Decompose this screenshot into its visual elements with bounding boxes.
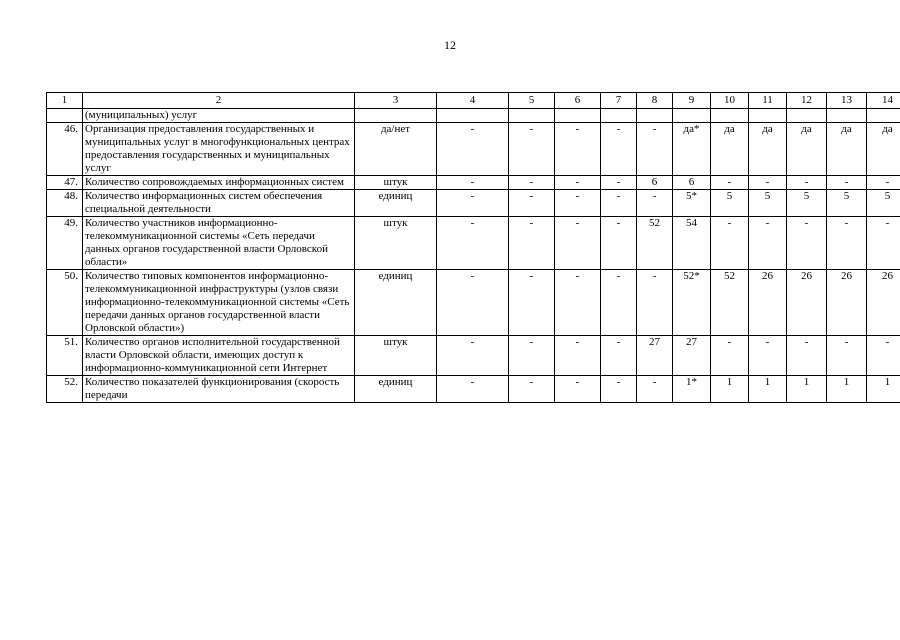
value-cell: - <box>555 376 601 403</box>
value-cell: 54 <box>673 217 711 270</box>
unit-cell: единиц <box>355 270 437 336</box>
table-row <box>47 336 900 376</box>
value-cell: - <box>509 376 555 403</box>
value-cell: - <box>437 336 509 376</box>
value-cell: - <box>711 217 749 270</box>
value-cell: - <box>555 336 601 376</box>
value-cell: - <box>637 123 673 176</box>
value-cell: - <box>867 176 900 190</box>
empty-cell <box>509 109 555 123</box>
empty-cell <box>355 109 437 123</box>
value-cell: 5* <box>673 190 711 217</box>
empty-cell <box>637 109 673 123</box>
column-header: 5 <box>509 93 555 109</box>
value-cell: 5 <box>749 190 787 217</box>
row-number: 52. <box>47 376 83 403</box>
continuation-text: (муниципальных) услуг <box>83 109 355 123</box>
value-cell: - <box>437 376 509 403</box>
unit-cell: единиц <box>355 376 437 403</box>
column-header: 11 <box>749 93 787 109</box>
table-row <box>47 190 900 217</box>
column-header: 14 <box>867 93 900 109</box>
value-cell: 5 <box>787 190 827 217</box>
value-cell: 1 <box>867 376 900 403</box>
value-cell: - <box>509 190 555 217</box>
value-cell: - <box>509 123 555 176</box>
value-cell: - <box>827 217 867 270</box>
value-cell: 1 <box>711 376 749 403</box>
value-cell: - <box>437 176 509 190</box>
value-cell: - <box>827 336 867 376</box>
value-cell: - <box>867 217 900 270</box>
value-cell: 5 <box>867 190 900 217</box>
unit-cell: штук <box>355 217 437 270</box>
value-cell: да <box>787 123 827 176</box>
empty-cell <box>555 109 601 123</box>
empty-cell <box>827 109 867 123</box>
value-cell: - <box>711 176 749 190</box>
column-header: 12 <box>787 93 827 109</box>
value-cell: - <box>555 123 601 176</box>
value-cell: да <box>711 123 749 176</box>
value-cell: - <box>437 123 509 176</box>
page-number: 12 <box>444 38 456 52</box>
value-cell: 52 <box>711 270 749 336</box>
value-cell: - <box>749 176 787 190</box>
indicator-name: Количество сопровождаемых информационных систем <box>83 176 355 190</box>
value-cell: да* <box>673 123 711 176</box>
value-cell: да <box>749 123 787 176</box>
value-cell: 1* <box>673 376 711 403</box>
value-cell: 1 <box>749 376 787 403</box>
value-cell: - <box>437 217 509 270</box>
value-cell: - <box>749 336 787 376</box>
row-number <box>47 109 83 123</box>
value-cell: - <box>509 270 555 336</box>
empty-cell <box>867 109 900 123</box>
indicator-name: Количество показателей функционирования (скорость передачи <box>83 376 355 403</box>
table-row <box>47 270 900 336</box>
unit-cell: штук <box>355 336 437 376</box>
value-cell: - <box>555 176 601 190</box>
empty-cell <box>601 109 637 123</box>
value-cell: 6 <box>673 176 711 190</box>
unit-cell: единиц <box>355 190 437 217</box>
value-cell: 27 <box>637 336 673 376</box>
value-cell: да <box>827 123 867 176</box>
empty-cell <box>787 109 827 123</box>
empty-cell <box>711 109 749 123</box>
row-number: 46. <box>47 123 83 176</box>
value-cell: - <box>437 270 509 336</box>
indicator-name: Количество типовых компонентов информационно-телекоммуникационной инфраструктуры (узлов связи информационно-телекоммуникационной системы «Сеть передачи данных органов государственной власти Орловской области») <box>83 270 355 336</box>
empty-cell <box>437 109 509 123</box>
column-header: 1 <box>47 93 83 109</box>
value-cell: 1 <box>787 376 827 403</box>
table-row <box>47 123 900 176</box>
value-cell: - <box>601 270 637 336</box>
column-header: 13 <box>827 93 867 109</box>
table-row <box>47 376 900 403</box>
row-number: 49. <box>47 217 83 270</box>
row-number: 47. <box>47 176 83 190</box>
column-header: 7 <box>601 93 637 109</box>
value-cell: - <box>637 190 673 217</box>
indicator-name: Количество органов исполнительной государственной власти Орловской области, имеющих доступ к информационно-коммуникационной сети Интернет <box>83 336 355 376</box>
value-cell: - <box>509 336 555 376</box>
header-row <box>47 93 900 109</box>
value-cell: - <box>867 336 900 376</box>
empty-cell <box>673 109 711 123</box>
value-cell: - <box>827 176 867 190</box>
column-header: 3 <box>355 93 437 109</box>
value-cell: - <box>509 217 555 270</box>
value-cell: 26 <box>867 270 900 336</box>
value-cell: 5 <box>827 190 867 217</box>
indicator-name: Количество информационных систем обеспечения специальной деятельности <box>83 190 355 217</box>
value-cell: - <box>509 176 555 190</box>
value-cell: - <box>749 217 787 270</box>
column-header: 6 <box>555 93 601 109</box>
value-cell: 52 <box>637 217 673 270</box>
value-cell: 5 <box>711 190 749 217</box>
table-row <box>47 176 900 190</box>
value-cell: - <box>711 336 749 376</box>
value-cell: - <box>787 217 827 270</box>
column-header: 8 <box>637 93 673 109</box>
value-cell: - <box>601 217 637 270</box>
value-cell: - <box>637 270 673 336</box>
value-cell: - <box>601 336 637 376</box>
value-cell: - <box>601 176 637 190</box>
value-cell: 26 <box>827 270 867 336</box>
column-header: 10 <box>711 93 749 109</box>
continuation-row <box>47 109 900 123</box>
value-cell: - <box>601 190 637 217</box>
column-header: 4 <box>437 93 509 109</box>
value-cell: - <box>787 176 827 190</box>
row-number: 50. <box>47 270 83 336</box>
row-number: 51. <box>47 336 83 376</box>
column-header: 2 <box>83 93 355 109</box>
value-cell: 27 <box>673 336 711 376</box>
value-cell: - <box>601 376 637 403</box>
indicator-name: Количество участников информационно-телекоммуникационной системы «Сеть передачи данных органов государственной власти Орловской области» <box>83 217 355 270</box>
value-cell: да <box>867 123 900 176</box>
unit-cell: штук <box>355 176 437 190</box>
value-cell: 1 <box>827 376 867 403</box>
unit-cell: да/нет <box>355 123 437 176</box>
column-header: 9 <box>673 93 711 109</box>
indicators-table <box>46 92 900 403</box>
value-cell: 52* <box>673 270 711 336</box>
value-cell: - <box>437 190 509 217</box>
value-cell: - <box>601 123 637 176</box>
table-row <box>47 217 900 270</box>
value-cell: 6 <box>637 176 673 190</box>
empty-cell <box>749 109 787 123</box>
value-cell: 26 <box>787 270 827 336</box>
value-cell: - <box>555 190 601 217</box>
indicator-name: Организация предоставления государственных и муниципальных услуг в многофункциональных центрах предоставления государственных и муниципальных услуг <box>83 123 355 176</box>
value-cell: 26 <box>749 270 787 336</box>
value-cell: - <box>637 376 673 403</box>
value-cell: - <box>555 217 601 270</box>
row-number: 48. <box>47 190 83 217</box>
value-cell: - <box>787 336 827 376</box>
value-cell: - <box>555 270 601 336</box>
